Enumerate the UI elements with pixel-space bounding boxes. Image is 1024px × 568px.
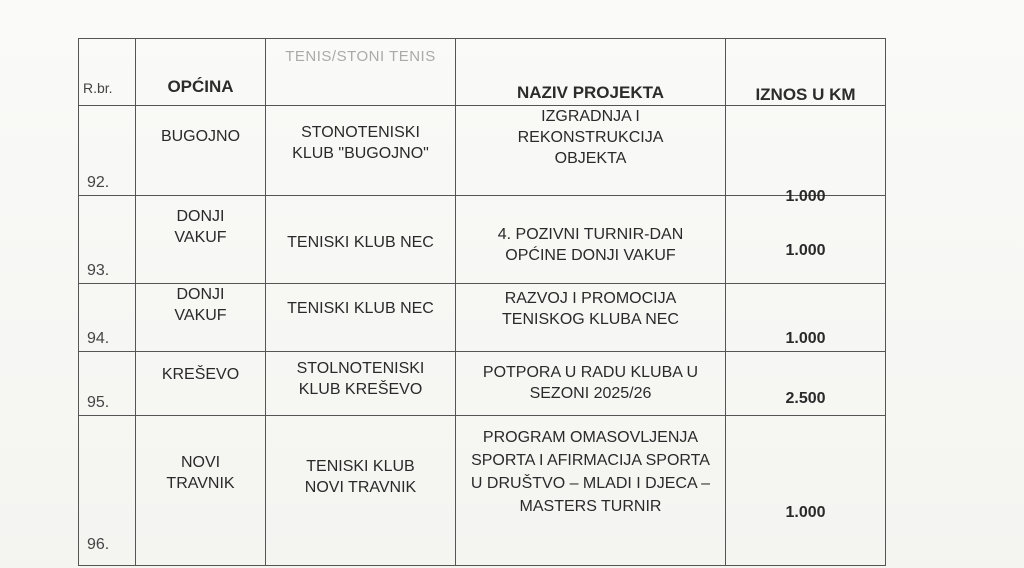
opcina-cell	[136, 352, 266, 416]
opcina-text: NOVI TRAVNIK	[166, 454, 235, 492]
opcina-text: KREŠEVO	[161, 366, 240, 383]
table-row	[79, 416, 886, 566]
header-naziv-cell	[456, 39, 726, 106]
rbr-cell	[79, 106, 136, 196]
iznos-cell	[726, 352, 886, 416]
iznos-cell	[726, 416, 886, 566]
naziv-cell	[456, 352, 726, 416]
klub-text: STONOTENISKI KLUB "BUGOJNO"	[292, 124, 429, 162]
iznos-cell	[726, 106, 886, 205]
header-klub-cell	[266, 39, 456, 106]
opcina-cell	[136, 284, 266, 352]
klub-text: STOLNOTENISKI KLUB KREŠEVO	[296, 360, 425, 398]
table-row	[79, 284, 886, 352]
opcina-cell	[136, 106, 266, 196]
opcina-text: BUGOJNO	[160, 128, 241, 145]
naziv-cell	[456, 416, 726, 566]
iznos-cell	[726, 284, 886, 352]
naziv-cell	[456, 284, 726, 352]
rbr-cell	[79, 196, 136, 284]
table-row	[79, 352, 886, 416]
header-iznos-cell	[726, 39, 886, 106]
iznos-value: 2.500	[785, 390, 826, 407]
opcina-text: DONJI VAKUF	[174, 208, 227, 246]
grants-table	[78, 38, 886, 566]
naziv-text: POTPORA U RADU KLUBA U SEZONI 2025/26	[482, 364, 699, 402]
header-iznos: IZNOS U KM	[755, 85, 856, 104]
iznos-value: 1.000	[785, 330, 826, 347]
naziv-text: RAZVOJ I PROMOCIJA TENISKOG KLUBA NEC	[502, 290, 679, 328]
iznos-value: 1.000	[785, 242, 826, 259]
klub-cell	[266, 416, 456, 566]
klub-text: TENISKI KLUB NEC	[287, 234, 434, 251]
row-number: 96.	[87, 536, 110, 553]
rbr-cell	[79, 284, 136, 352]
header-naziv: NAZIV PROJEKTA	[516, 83, 665, 102]
naziv-text: 4. POZIVNI TURNIR-DAN OPĆINE DONJI VAKUF	[497, 226, 684, 264]
klub-text: TENISKI KLUB NEC	[287, 300, 434, 317]
table-header-row	[79, 39, 886, 106]
naziv-text: PROGRAM OMASOVLJENJA SPORTA I AFIRMACIJA SPORTA U DRUŠTVO – MLADI I DJECA – MASTERS TURNIR	[470, 429, 711, 515]
opcina-text: DONJI VAKUF	[174, 286, 227, 324]
naziv-text: IZGRADNJA I REKONSTRUKCIJA OBJEKTA	[517, 108, 664, 167]
naziv-cell	[456, 196, 726, 284]
header-rbr-cell	[79, 39, 136, 106]
header-rbr: R.br.	[83, 80, 113, 96]
klub-text: TENISKI KLUB NOVI TRAVNIK	[304, 458, 417, 496]
table-row	[79, 196, 886, 284]
row-number: 93.	[87, 262, 110, 279]
iznos-value: 1.000	[785, 188, 826, 205]
table-row	[79, 106, 886, 196]
header-opcina-cell	[136, 39, 266, 106]
klub-cell	[266, 196, 456, 284]
klub-cell	[266, 106, 456, 196]
opcina-cell	[136, 196, 266, 284]
klub-cell	[266, 352, 456, 416]
naziv-cell	[456, 106, 726, 196]
row-number: 94.	[87, 330, 110, 347]
iznos-cell	[726, 196, 886, 284]
opcina-cell	[136, 416, 266, 566]
header-opcina: OPĆINA	[167, 77, 234, 96]
iznos-value: 1.000	[785, 504, 826, 521]
klub-cell	[266, 284, 456, 352]
rbr-cell	[79, 352, 136, 416]
rbr-cell	[79, 416, 136, 566]
row-number: 95.	[87, 394, 110, 411]
row-number: 92.	[87, 174, 110, 191]
header-klub: TENIS/STONI TENIS	[285, 48, 436, 65]
